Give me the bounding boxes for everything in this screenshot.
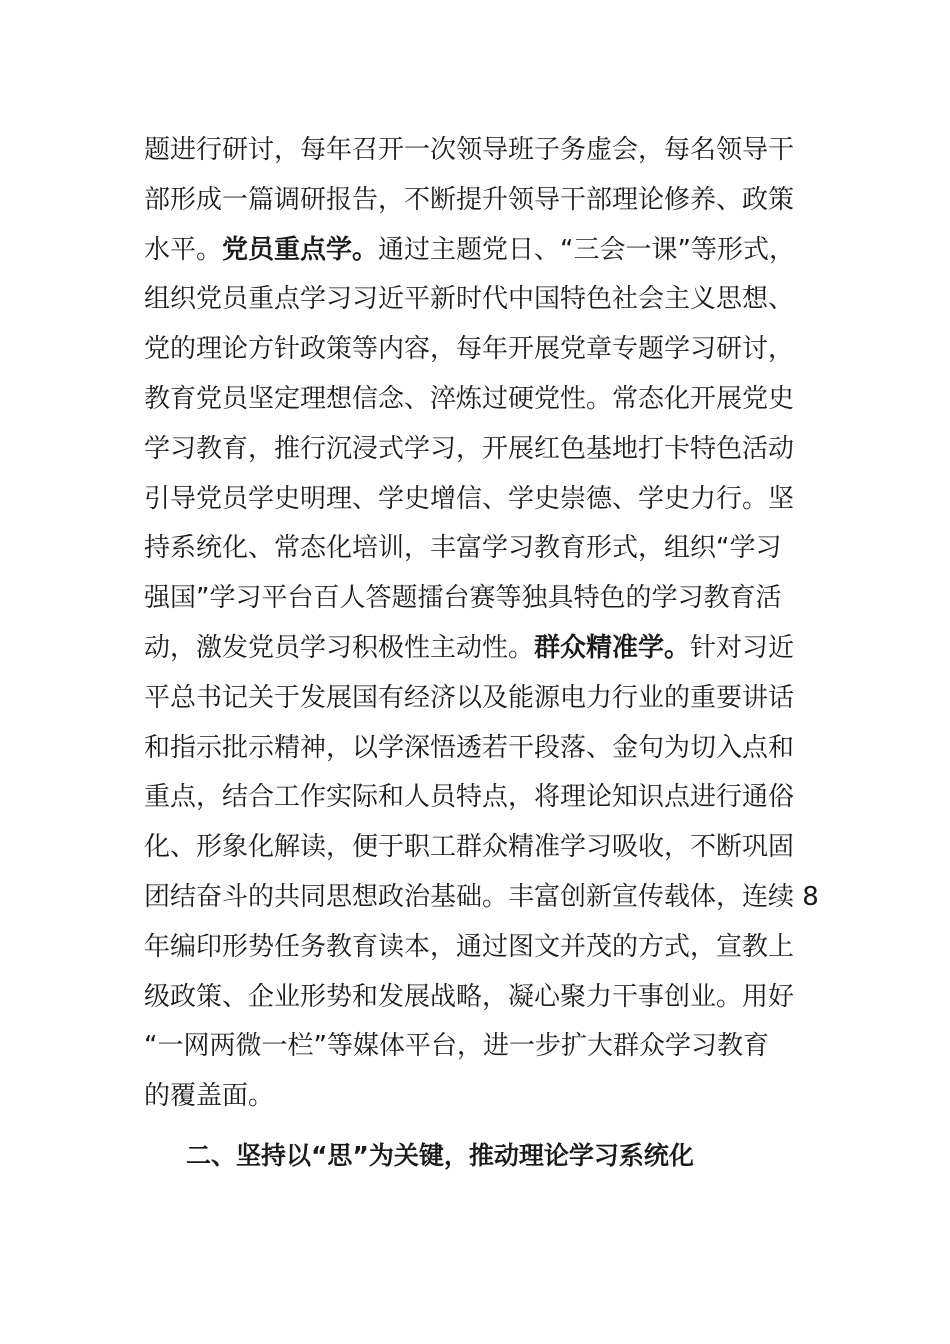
text-line: [144, 226, 834, 276]
text-line: 和指示批示精神，以学深悟透若干段落、金句为切入点和: [144, 732, 795, 763]
bold-subheading: 群众精准学。: [534, 632, 691, 663]
text-line: 年编印形势任务教育读本，通过图文并茂的方式，宣教上: [144, 931, 795, 962]
text-run: 通过主题党日、“三会一课”等形式，: [378, 234, 795, 265]
text-line: 组织党员重点学习习近平新时代中国特色社会主义思想、: [144, 284, 795, 315]
text-line: 的覆盖面。: [144, 1081, 275, 1112]
text-run: 水平。: [144, 234, 223, 265]
text-line: 党的理论方针政策等内容，每年开展党章专题学习研讨，: [144, 334, 795, 365]
bold-subheading: 党员重点学。: [222, 234, 379, 265]
text-line: 持系统化、常态化培训，丰富学习教育形式，组织“学习: [144, 533, 782, 564]
text-line: 级政策、企业形势和发展战略，凝心聚力干事创业。用好: [144, 981, 795, 1012]
text-line: 部形成一篇调研报告，不断提升领导干部理论修养、政策: [144, 184, 795, 215]
text-line: [144, 624, 834, 674]
text-line: 学习教育，推行沉浸式学习，开展红色基地打卡特色活动: [144, 433, 795, 464]
text-line: 化、形象化解读，便于职工群众精准学习吸收，不断巩固: [144, 832, 795, 863]
body-paragraph: [144, 126, 834, 1122]
text-line: “一网两微一栏”等媒体平台，进一步扩大群众学习教育: [144, 1031, 769, 1062]
section-heading: 二、坚持以“思”为关键，推动理论学习系统化: [186, 1141, 694, 1170]
text-run: 动，激发党员学习积极性主动性。: [144, 632, 535, 663]
text-line: 重点，结合工作实际和人员特点，将理论知识点进行通俗: [144, 782, 795, 813]
text-line: 题进行研讨，每年召开一次领导班子务虚会，每名领导干: [144, 135, 795, 165]
text-line: 引导党员学史明理、学史增信、学史崇德、学史力行。坚: [144, 483, 795, 514]
text-line: 团结奋斗的共同思想政治基础。丰富创新宣传载体，连续 8: [144, 881, 819, 912]
text-run: 针对习近: [690, 632, 795, 663]
text-line: 教育党员坚定理想信念、淬炼过硬党性。常态化开展党史: [144, 383, 795, 414]
text-line: 强国”学习平台百人答题擂台赛等独具特色的学习教育活: [144, 583, 782, 614]
text-line: 平总书记关于发展国有经济以及能源电力行业的重要讲话: [144, 682, 795, 713]
